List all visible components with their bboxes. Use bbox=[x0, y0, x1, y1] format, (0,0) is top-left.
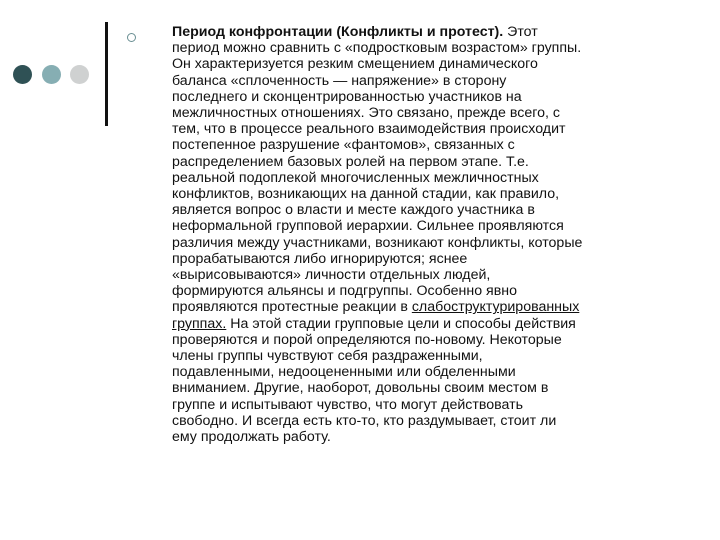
text-run: проявляются протестные реакции в bbox=[172, 299, 412, 316]
text-run: На этой стадии групповые цели и способы действия bbox=[226, 315, 576, 332]
text-line: вниманием. Другие, наоборот, довольны своим местом в bbox=[172, 380, 549, 397]
text-line: конфликтов, возникающих на данной стадии, как правило, bbox=[172, 186, 560, 203]
decor-vertical-line bbox=[105, 22, 108, 126]
text-line bbox=[172, 299, 672, 315]
text-line: постепенное разрушение «фантомов», связанных с bbox=[172, 137, 515, 154]
decor-dot-teal bbox=[42, 65, 61, 84]
text-line: период можно сравнить с «подростковым возрастом» группы. bbox=[172, 40, 582, 57]
text-line: формируются альянсы и подгруппы. Особенно явно bbox=[172, 283, 517, 300]
text-line: подавленными, недооцененными или обделенными bbox=[172, 364, 516, 381]
text-line: члены группы чувствуют себя раздраженными, bbox=[172, 348, 483, 365]
decor-dot-gray bbox=[70, 65, 89, 84]
text-line: межличностных отношениях. Это связано, прежде всего, с bbox=[172, 105, 560, 122]
text-line: последнего и сконцентрированностью участников на bbox=[172, 88, 522, 105]
text-line: баланса «сплоченность — напряжение» в сторону bbox=[172, 72, 507, 89]
text-line: различия между участниками, возникают конфликты, которые bbox=[172, 234, 583, 251]
text-line: свободно. И всегда есть кто-то, кто раздумывает, стоит ли bbox=[172, 412, 557, 429]
text-line: распределением базовых ролей на первом этапе. Т.е. bbox=[172, 153, 529, 170]
text-line: реальной подоплекой многочисленных межличностных bbox=[172, 169, 539, 186]
text-line: является вопрос о власти и месте каждого участника в bbox=[172, 202, 535, 219]
section-heading: Период конфронтации (Конфликты и протест). bbox=[172, 24, 504, 40]
text-line: неформальной групповой иерархии. Сильнее проявляются bbox=[172, 218, 564, 235]
decor-dot-dark bbox=[13, 65, 32, 84]
text-run: Этот bbox=[503, 24, 538, 40]
text-line: группе и испытывают чувство, что могут действовать bbox=[172, 396, 524, 413]
slide-body-text bbox=[172, 24, 672, 445]
text-line bbox=[172, 24, 672, 40]
text-line: Он характеризуется резким смещением динамического bbox=[172, 56, 538, 73]
hyperlink-weakly-structured[interactable]: слабоструктурированных bbox=[411, 299, 580, 316]
text-line: тем, что в процессе реального взаимодействия происходит bbox=[172, 121, 566, 138]
text-line: «вырисовываются» личности отдельных людей, bbox=[172, 267, 491, 284]
text-line: ему продолжать работу. bbox=[172, 429, 331, 446]
bullet-ring-icon bbox=[127, 33, 136, 42]
text-line: прорабатываются либо игнорируются; яснее bbox=[172, 250, 468, 267]
hyperlink-groups[interactable]: группах. bbox=[172, 315, 227, 332]
text-line bbox=[172, 316, 672, 332]
text-line: проверяются и порой определяются по-новому. Некоторые bbox=[172, 331, 562, 348]
